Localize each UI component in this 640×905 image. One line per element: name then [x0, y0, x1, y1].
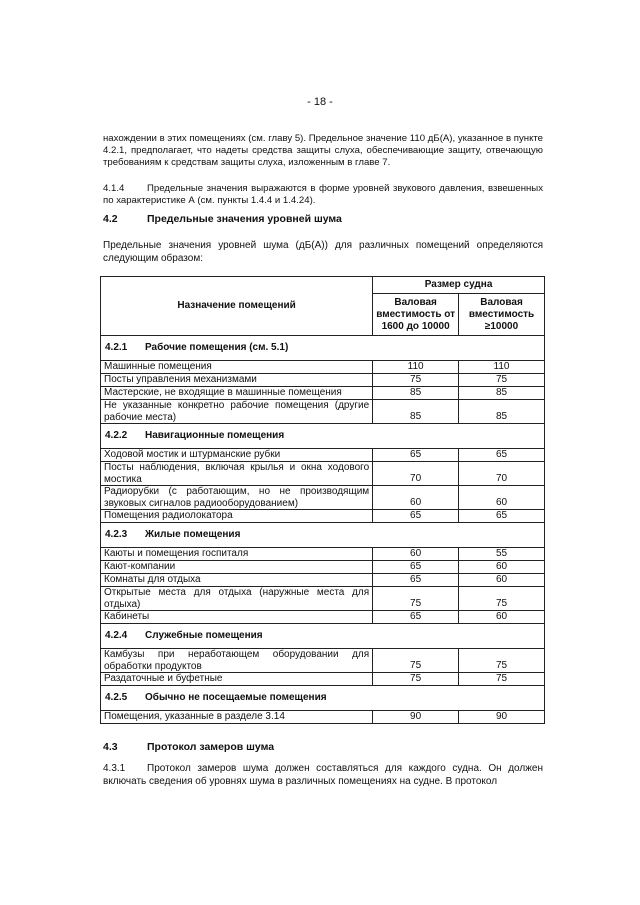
value-10000-cell: 60 [459, 574, 545, 587]
room-name-cell: Раздаточные и буфетные [101, 673, 373, 686]
room-name-cell: Помещения, указанные в разделе 3.14 [101, 711, 373, 724]
value-10000-cell: 70 [459, 462, 545, 486]
table-row [101, 486, 545, 510]
header-ship-size: Размер судна [373, 277, 545, 294]
section-header-cell [101, 686, 545, 711]
value-10000-cell: 65 [459, 449, 545, 462]
section-title: Обычно не посещаемые помещения [145, 692, 327, 703]
value-1600-10000-cell: 75 [373, 587, 459, 611]
value-1600-10000-cell: 65 [373, 510, 459, 523]
section-number: 4.2.3 [105, 529, 128, 540]
table-section-row [101, 686, 545, 711]
table-body [101, 336, 545, 724]
clause-4-3-1 [103, 763, 543, 788]
section-title: Рабочие помещения (см. 5.1) [145, 342, 289, 353]
section-title: Жилые помещения [145, 529, 241, 540]
room-name-cell: Открытые места для отдыха (наружные места для отдыха) [101, 587, 373, 611]
section-number: 4.2 [103, 213, 118, 225]
clause-text: Протокол замеров шума должен составляться для каждого судна. Он должен включать сведения об уровнях шума в различных помещениях на судне. В протокол [103, 763, 543, 787]
room-name-cell: Каюты и помещения госпиталя [101, 548, 373, 561]
clause-text: Предельные значения выражаются в форме уровней звукового давления, взвешенных по характеристике А (см. пункты 1.4.4 и 1.4.24). [103, 183, 543, 206]
value-1600-10000-cell: 75 [373, 374, 459, 387]
value-1600-10000-cell: 60 [373, 486, 459, 510]
section-header-cell [101, 624, 545, 649]
table-section-row [101, 624, 545, 649]
room-name-cell: Кабинеты [101, 611, 373, 624]
clause-number: 4.1.4 [103, 183, 125, 194]
header-tonnage-1600-10000: Валовая вместимость от 1600 до 10000 [373, 294, 459, 336]
table-section-row [101, 424, 545, 449]
table-row [101, 400, 545, 424]
value-1600-10000-cell: 90 [373, 711, 459, 724]
value-1600-10000-cell: 85 [373, 387, 459, 400]
noise-limits-table [100, 276, 545, 724]
value-1600-10000-cell: 110 [373, 361, 459, 374]
table-row [101, 462, 545, 486]
section-4-2-heading [103, 213, 342, 225]
room-name-cell: Помещения радиолокатора [101, 510, 373, 523]
section-number: 4.2.1 [105, 342, 128, 353]
page-number: - 18 - [307, 96, 333, 108]
value-10000-cell: 90 [459, 711, 545, 724]
value-1600-10000-cell: 65 [373, 611, 459, 624]
table-row [101, 387, 545, 400]
value-1600-10000-cell: 70 [373, 462, 459, 486]
value-10000-cell: 85 [459, 400, 545, 424]
value-10000-cell: 55 [459, 548, 545, 561]
value-1600-10000-cell: 75 [373, 649, 459, 673]
section-title: Навигационные помещения [145, 430, 285, 441]
value-1600-10000-cell: 75 [373, 673, 459, 686]
value-1600-10000-cell: 85 [373, 400, 459, 424]
section-number: 4.2.5 [105, 692, 128, 703]
value-10000-cell: 65 [459, 510, 545, 523]
table-row [101, 649, 545, 673]
table-section-row [101, 523, 545, 548]
value-10000-cell: 75 [459, 587, 545, 611]
table-row [101, 449, 545, 462]
section-header-cell [101, 336, 545, 361]
room-name-cell: Посты наблюдения, включая крылья и окна ходового мостика [101, 462, 373, 486]
room-name-cell: Радиорубки (с работающим, но не производящим звуковых сигналов радиооборудованием) [101, 486, 373, 510]
section-title: Служебные помещения [145, 630, 263, 641]
room-name-cell: Камбузы при неработающем оборудовании для обработки продуктов [101, 649, 373, 673]
section-number: 4.3 [103, 741, 118, 753]
room-name-cell: Машинные помещения [101, 361, 373, 374]
header-rooms: Назначение помещений [101, 277, 373, 336]
value-10000-cell: 60 [459, 611, 545, 624]
header-tonnage-10000: Валовая вместимость ≥10000 [459, 294, 545, 336]
section-title: Предельные значения уровней шума [147, 213, 342, 225]
table-row [101, 374, 545, 387]
value-10000-cell: 110 [459, 361, 545, 374]
table-row [101, 574, 545, 587]
value-10000-cell: 85 [459, 387, 545, 400]
section-4-3-heading [103, 741, 274, 753]
room-name-cell: Комнаты для отдыха [101, 574, 373, 587]
value-10000-cell: 60 [459, 561, 545, 574]
value-1600-10000-cell: 65 [373, 574, 459, 587]
room-name-cell: Посты управления механизмами [101, 374, 373, 387]
clause-number: 4.3.1 [103, 763, 126, 774]
value-10000-cell: 75 [459, 374, 545, 387]
room-name-cell: Кают-компании [101, 561, 373, 574]
value-10000-cell: 75 [459, 649, 545, 673]
value-1600-10000-cell: 65 [373, 449, 459, 462]
table-row [101, 611, 545, 624]
table-row [101, 361, 545, 374]
table-row [101, 561, 545, 574]
section-number: 4.2.4 [105, 630, 128, 641]
table-row [101, 548, 545, 561]
section-header-cell [101, 523, 545, 548]
section-number: 4.2.2 [105, 430, 128, 441]
room-name-cell: Не указанные конкретно рабочие помещения (другие рабочие места) [101, 400, 373, 424]
intro-paragraph: нахождении в этих помещениях (см. главу 5). Предельное значение 110 дБ(А), указанное в пункте 4.2.1, предполагает, что надеты средства защиты слуха, обеспечивающие защиту, отвечающую требованиям к средствам защиты слуха, изложенным в главе 7. [103, 133, 543, 168]
table-row [101, 510, 545, 523]
room-name-cell: Ходовой мостик и штурманские рубки [101, 449, 373, 462]
table-section-row [101, 336, 545, 361]
value-10000-cell: 75 [459, 673, 545, 686]
table-row [101, 711, 545, 724]
value-1600-10000-cell: 65 [373, 561, 459, 574]
table-row [101, 673, 545, 686]
room-name-cell: Мастерские, не входящие в машинные помещения [101, 387, 373, 400]
value-10000-cell: 60 [459, 486, 545, 510]
value-1600-10000-cell: 60 [373, 548, 459, 561]
clause-4-1-4 [103, 183, 543, 207]
section-header-cell [101, 424, 545, 449]
section-title: Протокол замеров шума [147, 741, 275, 753]
table-row [101, 587, 545, 611]
section-4-2-intro: Предельные значения уровней шума (дБ(А)) для различных помещений определяются следующим образом: [103, 240, 543, 264]
